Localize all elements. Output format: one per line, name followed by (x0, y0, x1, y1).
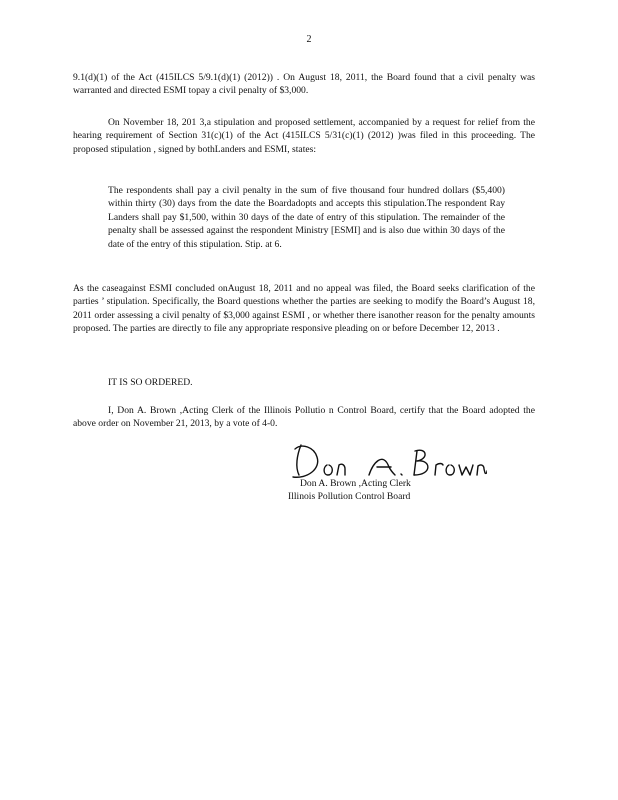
handwritten-signature (287, 437, 487, 481)
signature-block (288, 477, 478, 504)
page-number: 2 (306, 34, 312, 45)
signature-board-line: Illinois Pollution Control Board (288, 491, 411, 503)
paragraph-act-reference: 9.1(d)(1) of the Act (415ILCS 5/9.1(d)(1) (2012)) . On August 18, 2011, the Board found that a civil penalty was warranted and directed ESMI topay a civil penalty of $3,000. (73, 72, 535, 97)
paragraph-clarification: As the caseagainst ESMI concluded onAugust 18, 2011 and no appeal was filed, the Board seeks clarification of the parties ’ stipulation. Specifically, the Board questions whether the parties are seeking to modify the Board’s August 18, 2011 order assessing a civil penalty of $3,000 against ESMI , or whether there isanother reason for the penalty amounts proposed. The parties are directly to file any appropriate responsive pleading on or before December 12, 2013 . (73, 283, 535, 335)
paragraph-stipulation-filed: On November 18, 201 3,a stipulation and proposed settlement, accompanied by a request for relief from the hearing requirement of Section 31(c)(1) of the Act (415ILCS 5/31(c)(1) (2012) )was filed in this proceeding. The proposed stipulation , signed by bothLanders and ESMI, states: (73, 117, 535, 155)
so-ordered-line: IT IS SO ORDERED. (108, 377, 193, 388)
signature-name-line: Don A. Brown ,Acting Clerk (300, 478, 411, 489)
block-quote-stipulation: The respondents shall pay a civil penalty in the sum of five thousand four hundred dollars ($5,400) within thirty (30) days from the date the Boardadopts and accepts this stipulation.The respondent Ray Landers shall pay $1,500, within 30 days of the date of entry of this stipulation. The remainder of the penalty shall be assessed against the respondent Ministry [ESMI] and is also due within 30 days of the date of the entry of this stipulation. Stip. at 6. (108, 185, 505, 250)
paragraph-certification: I, Don A. Brown ,Acting Clerk of the Illinois Pollutio n Control Board, certify that the Board adopted the above order on November 21, 2013, by a vote of 4-0. (73, 405, 535, 430)
